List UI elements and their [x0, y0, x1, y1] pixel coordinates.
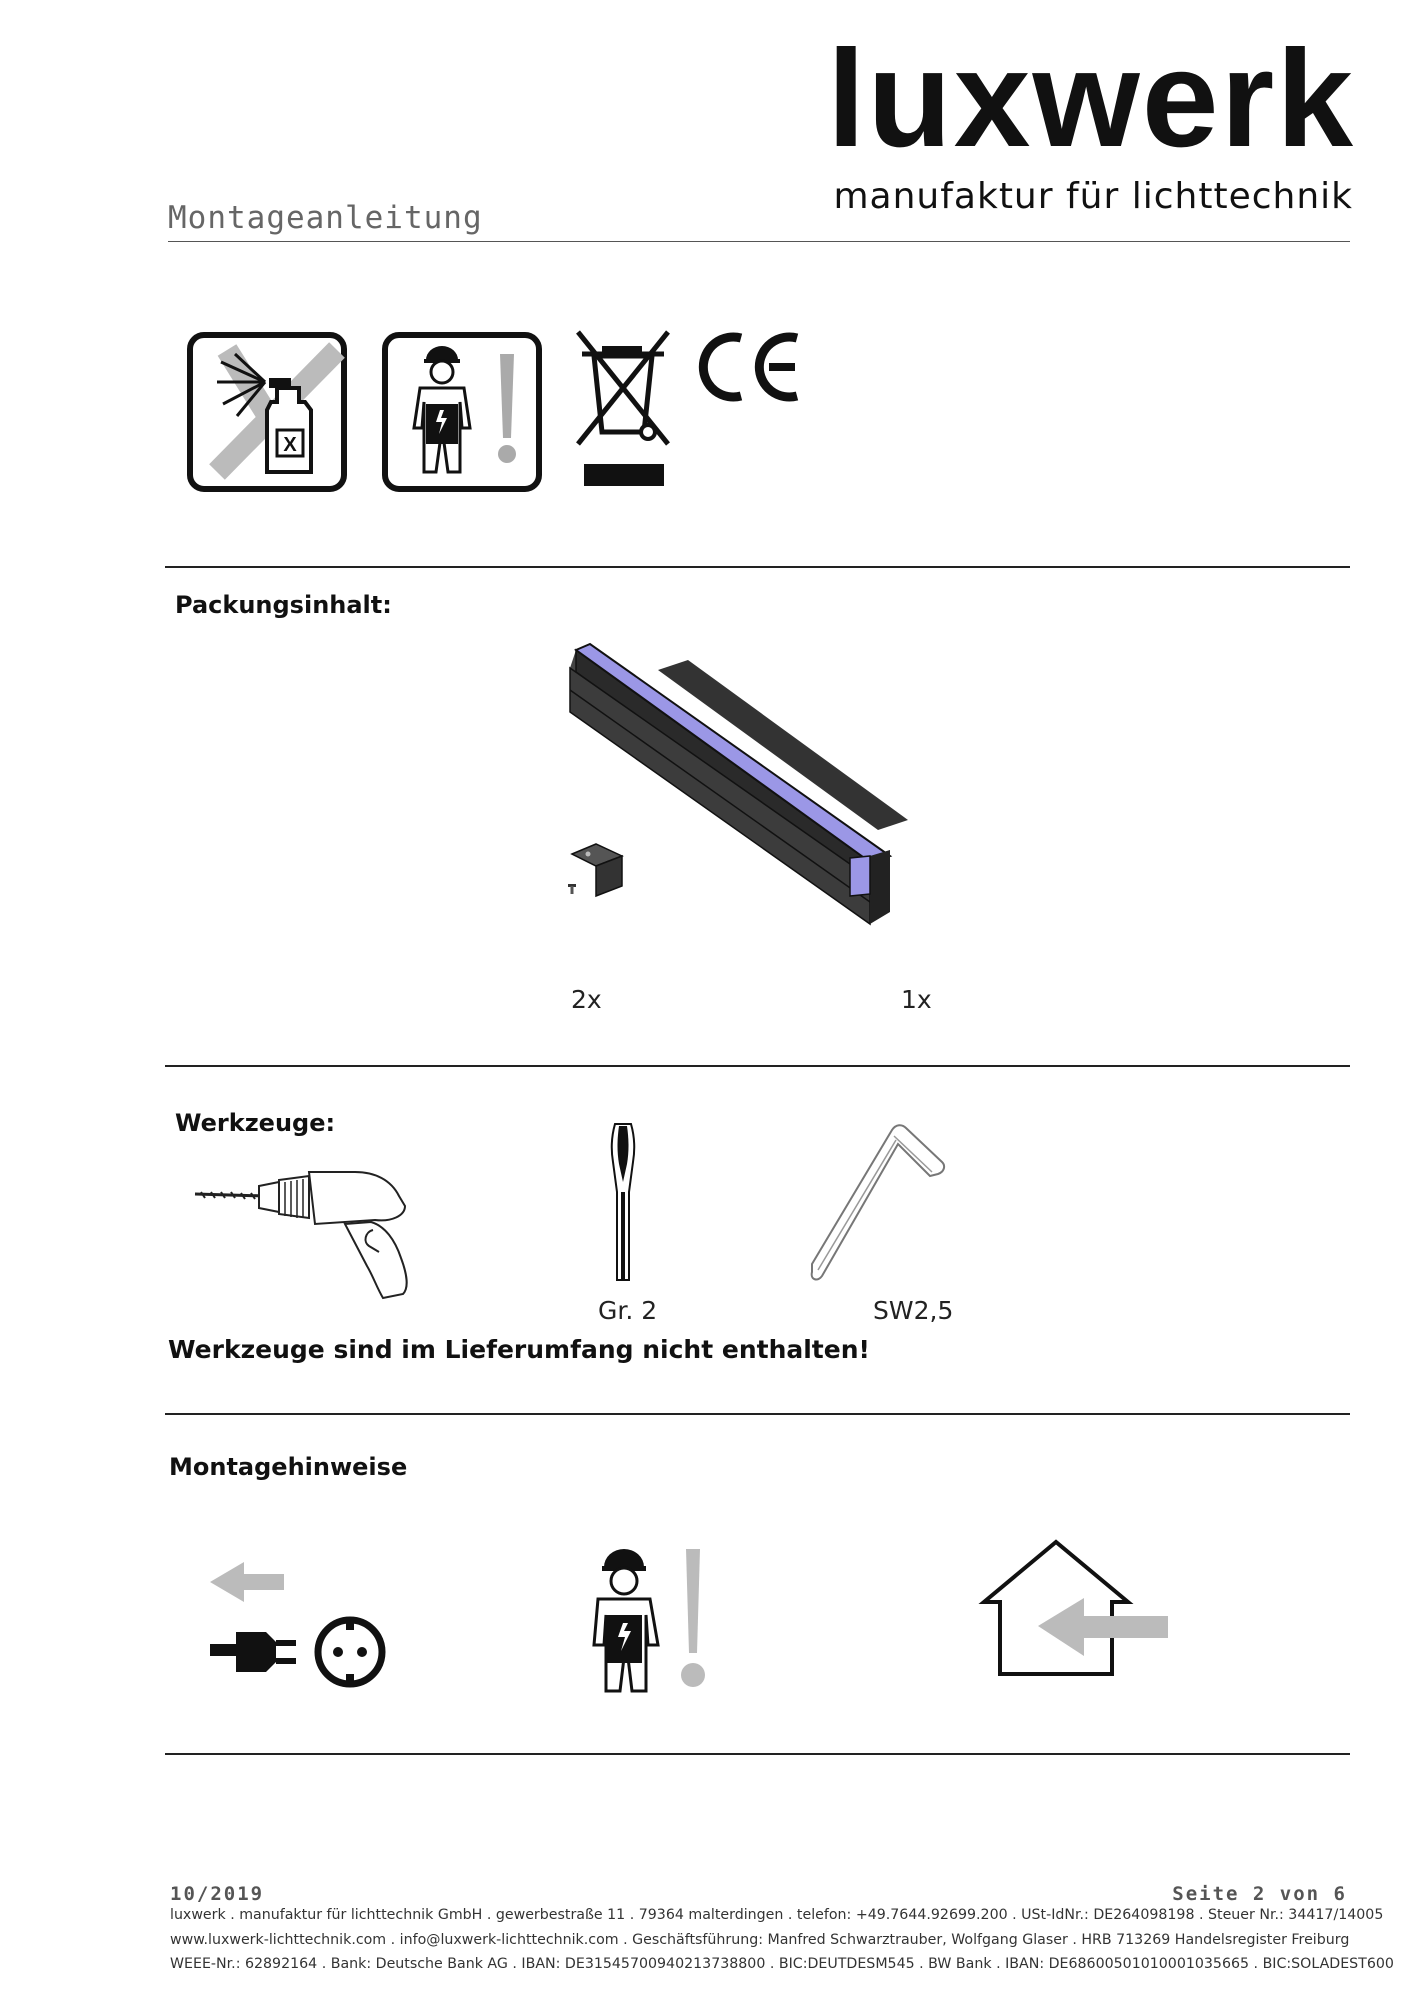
- hex-key-size-label: SW2,5: [873, 1296, 954, 1325]
- bracket-quantity: 2x: [571, 985, 602, 1014]
- linear-luminaire-icon: [570, 648, 970, 928]
- tools-not-included-notice: Werkzeuge sind im Lieferumfang nicht enthalten!: [168, 1335, 870, 1364]
- footer-bank-line: WEEE-Nr.: 62892164 . Bank: Deutsche Bank AG . IBAN: DE31545700940213738800 . BIC:DEUTDESM545 . BW Bank . IBAN: DE68600501010001035665 . BIC:SOLADEST600: [170, 1956, 1394, 1972]
- document-title: Montageanleitung: [168, 200, 483, 236]
- no-cleaning-spray-icon: [187, 332, 347, 492]
- luminaire-quantity: 1x: [901, 985, 932, 1014]
- electrician-warning-icon: [382, 332, 542, 492]
- footer-page-number: Seite 2 von 6: [1172, 1883, 1347, 1905]
- hex-key-icon: [808, 1122, 948, 1282]
- weee-crossed-bin-icon: [574, 328, 672, 488]
- power-drill-icon: [195, 1172, 445, 1302]
- package-heading: Packungsinhalt:: [175, 591, 392, 619]
- svg-text:X: X: [283, 434, 297, 456]
- indoor-use-icon: [980, 1540, 1185, 1680]
- section-divider: [165, 1065, 1350, 1067]
- unplug-power-icon: [210, 1562, 390, 1682]
- tools-heading: Werkzeuge:: [175, 1109, 336, 1137]
- section-divider: [165, 566, 1350, 568]
- section-divider: [165, 1413, 1350, 1415]
- footer-company-line: luxwerk . manufaktur für lichttechnik GmbH . gewerbestraße 11 . 79364 malterdingen . telefon: +49.7644.92699.200 . USt-IdNr.: DE264098198 . Steuer Nr.: 34417/14005: [170, 1907, 1384, 1923]
- screwdriver-size-label: Gr. 2: [598, 1296, 658, 1325]
- mounting-bracket-icon: [562, 840, 628, 896]
- header-divider: [168, 241, 1350, 242]
- brand-logo: luxwerk: [827, 22, 1355, 176]
- footer-date: 10/2019: [170, 1883, 265, 1905]
- electrician-warning-icon: [592, 1545, 712, 1695]
- ce-mark-icon: [703, 332, 803, 402]
- instructions-heading: Montagehinweise: [169, 1453, 408, 1481]
- footer-contact-line: www.luxwerk-lichttechnik.com . info@luxwerk-lichttechnik.com . Geschäftsführung: Manfred Schwarztrauber, Wolfgang Glaser . HRB 713269 Handelsregister Freiburg: [170, 1932, 1350, 1948]
- brand-tagline: manufaktur für lichttechnik: [833, 176, 1353, 217]
- screwdriver-icon: [605, 1122, 641, 1282]
- section-divider: [165, 1753, 1350, 1755]
